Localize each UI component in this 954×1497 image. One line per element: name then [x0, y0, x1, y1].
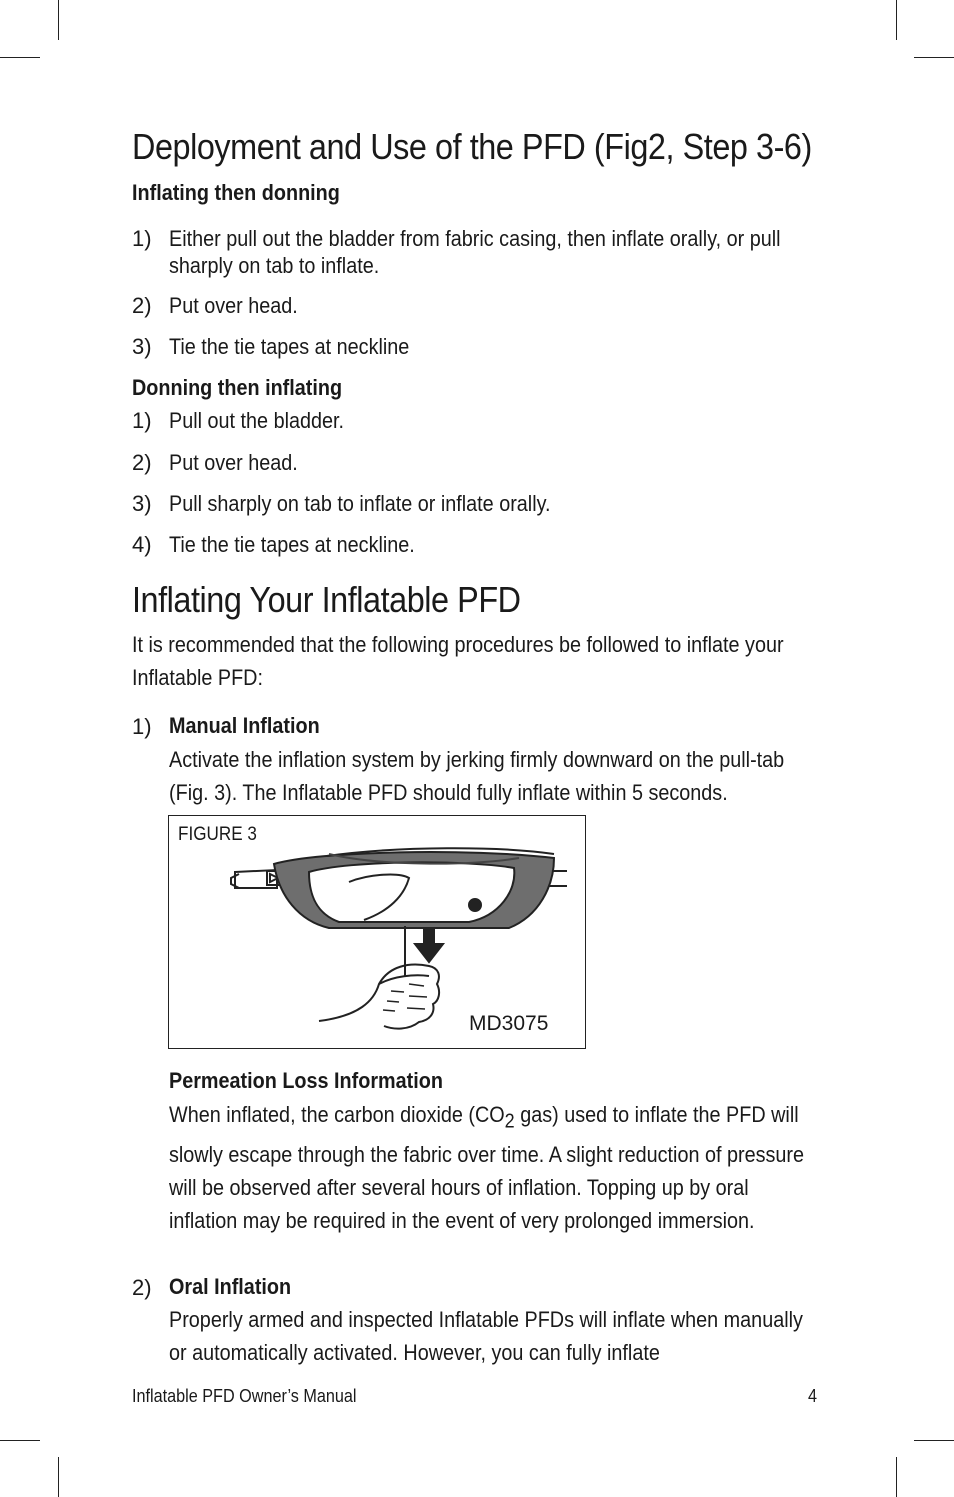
step-number: 2): [132, 450, 152, 475]
oral-inflation-heading: Oral Inflation: [169, 1274, 292, 1299]
crop-mark: [0, 1440, 40, 1441]
step-text: Tie the tie tapes at neckline: [169, 334, 410, 359]
figure-3: [168, 815, 586, 1049]
permeation-text-a: When inflated, the carbon dioxide (CO: [169, 1102, 505, 1127]
step-number: 4): [132, 532, 152, 557]
step-text: Put over head.: [169, 450, 298, 475]
crop-mark: [0, 57, 40, 58]
co2-subscript: 2: [504, 1110, 515, 1133]
oral-inflation-text: Properly armed and inspected Inflatable PFDs will inflate when manually or automatically activated. However, you can fully inflate: [169, 1307, 803, 1365]
manual-inflation-heading: Manual Inflation: [169, 713, 320, 738]
section-title-inflating: Inflating Your Inflatable PFD: [132, 579, 521, 620]
step-number: 1): [132, 408, 152, 433]
manual-inflation-text: Activate the inflation system by jerking firmly downward on the pull-tab (Fig. 3). The Inflatable PFD should fully inflate within 5 seconds.: [169, 747, 785, 805]
permeation-heading: Permeation Loss Information: [169, 1068, 443, 1093]
figure-code: MD3075: [469, 1012, 549, 1035]
item-number: 2): [132, 1275, 152, 1300]
step-number: 2): [132, 293, 152, 318]
page-number: 4: [808, 1386, 818, 1406]
crop-mark: [896, 1457, 897, 1497]
crop-mark: [896, 0, 897, 40]
figure-label: FIGURE 3: [178, 824, 257, 845]
step-text: Put over head.: [169, 293, 298, 318]
permeation-text: [169, 1098, 822, 1237]
step-number: 1): [132, 226, 152, 251]
subheading-inflating-then-donning: Inflating then donning: [132, 180, 340, 205]
item-number: 1): [132, 714, 152, 739]
step-number: 3): [132, 491, 152, 516]
step-text: Tie the tie tapes at neckline.: [169, 532, 415, 557]
permeation-text-b: gas) used to inflate the PFD will slowly escape through the fabric over time. A slight reduction of pressure will be observed after several hours of inflation. Topping up by oral inflation may be required in the event of very prolonged immersion.: [169, 1102, 805, 1234]
step-text: Either pull out the bladder from fabric casing, then inflate orally, or pull sharply on tab to inflate.: [169, 226, 781, 278]
subheading-donning-then-inflating: Donning then inflating: [132, 375, 343, 400]
crop-mark: [58, 0, 59, 40]
intro-paragraph: It is recommended that the following procedures be followed to inflate your Inflatable PFD:: [132, 632, 784, 690]
crop-mark: [914, 1440, 954, 1441]
section-title-deployment: Deployment and Use of the PFD (Fig2, Step 3-6): [132, 126, 812, 167]
step-text: Pull out the bladder.: [169, 408, 345, 433]
crop-mark: [914, 57, 954, 58]
step-text: Pull sharply on tab to inflate or inflate orally.: [169, 491, 551, 516]
step-number: 3): [132, 334, 152, 359]
footer-manual-title: Inflatable PFD Owner’s Manual: [132, 1386, 357, 1406]
crop-mark: [58, 1457, 59, 1497]
